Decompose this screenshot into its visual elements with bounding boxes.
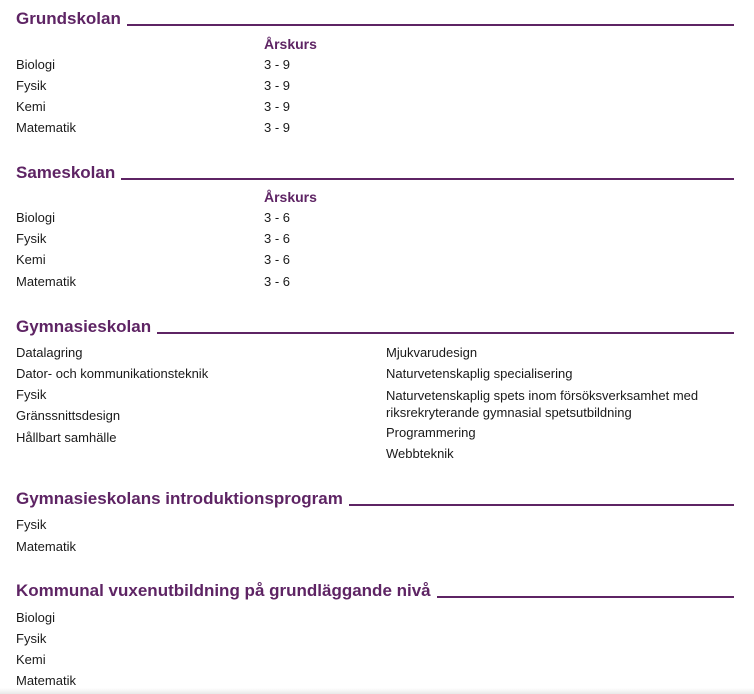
course-item: Matematik (16, 539, 76, 554)
grades-value: 3 - 6 (264, 231, 291, 246)
subject-label: Kemi (16, 99, 46, 114)
grades-value: 3 - 6 (264, 274, 291, 289)
course-item: Dator- och kommunikationsteknik (16, 366, 209, 381)
heading-rule (437, 596, 734, 598)
grades-value: 3 - 9 (264, 120, 291, 135)
subject-label: Biologi (16, 57, 56, 72)
heading-rule (157, 332, 734, 334)
subject-label: Fysik (16, 231, 47, 246)
section-title: Grundskolan (16, 9, 121, 28)
course-item: Webbteknik (386, 446, 454, 461)
course-item: Fysik (16, 387, 47, 402)
grades-value: 3 - 9 (264, 78, 291, 93)
course-item: Matematik (16, 673, 76, 688)
column-header-arskurs: Årskurs (264, 36, 317, 52)
subject-label: Fysik (16, 78, 47, 93)
bottom-fade (0, 688, 754, 694)
section-heading-komvux (16, 577, 734, 601)
section-heading-introduktionsprogram (16, 485, 734, 509)
section-title: Gymnasieskolan (16, 317, 152, 336)
grades-value: 3 - 9 (264, 57, 291, 72)
heading-rule (127, 24, 734, 26)
subject-label: Matematik (16, 274, 76, 289)
section-title: Sameskolan (16, 163, 116, 182)
section-heading-sameskolan (16, 159, 734, 183)
course-item: Naturvetenskaplig specialisering (386, 366, 573, 381)
subject-label: Biologi (16, 210, 56, 225)
section-title: Kommunal vuxenutbildning på grundläggande nivå (16, 581, 431, 600)
course-item: Gränssnittsdesign (16, 408, 121, 423)
course-item: Datalagring (16, 345, 83, 360)
heading-rule (121, 178, 734, 180)
grades-value: 3 - 6 (264, 252, 291, 267)
course-item: Programmering (386, 425, 476, 440)
course-item: Hållbart samhälle (16, 430, 117, 445)
course-item: Biologi (16, 610, 56, 625)
section-title: Gymnasieskolans introduktionsprogram (16, 489, 343, 508)
grades-value: 3 - 9 (264, 99, 291, 114)
course-item: Fysik (16, 517, 47, 532)
subject-label: Matematik (16, 120, 76, 135)
section-heading-gymnasieskolan (16, 313, 734, 337)
course-item: Naturvetenskaplig spets inom försöksverksamhet med riksrekryterande gymnasial spetsutbildning (386, 388, 699, 420)
course-item: Mjukvarudesign (386, 345, 478, 360)
subject-label: Kemi (16, 252, 46, 267)
course-item: Kemi (16, 652, 46, 667)
heading-rule (349, 504, 734, 506)
column-header-arskurs: Årskurs (264, 189, 317, 205)
grades-value: 3 - 6 (264, 210, 291, 225)
section-heading-grundskolan (16, 5, 734, 29)
course-item: Fysik (16, 631, 47, 646)
